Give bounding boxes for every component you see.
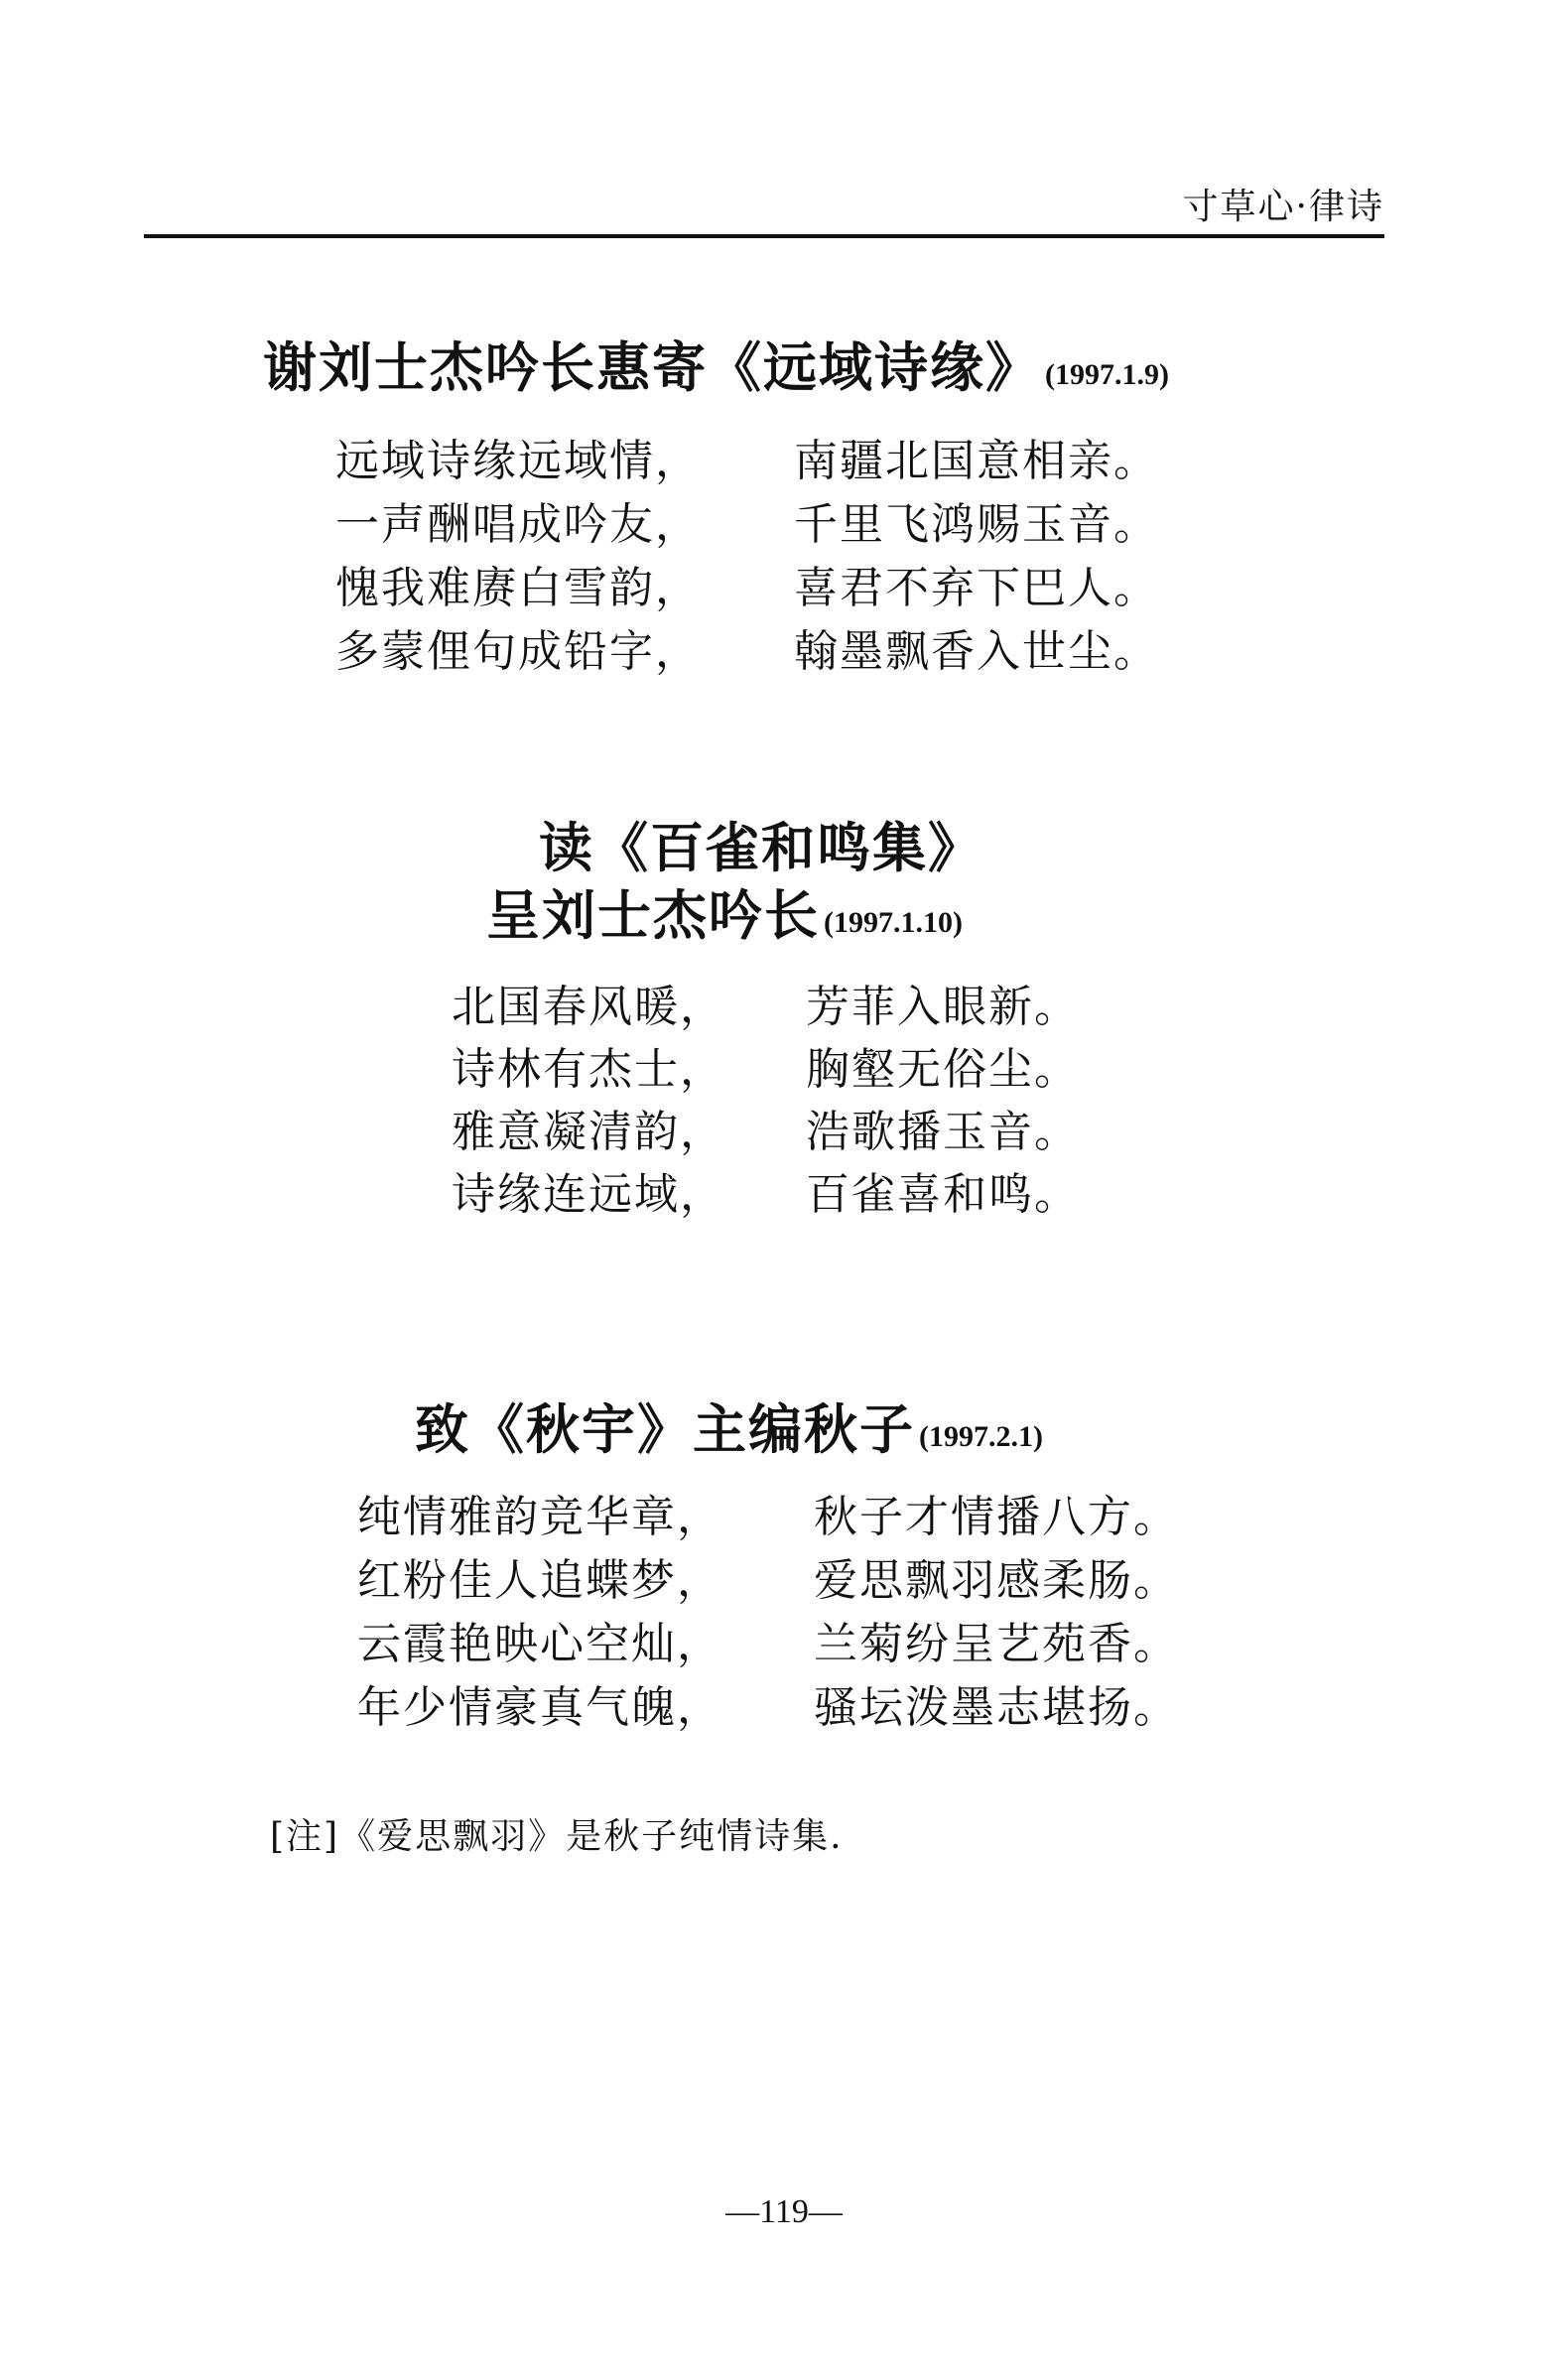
poem-line xyxy=(335,615,1229,679)
first-hemistich: 远域诗缘远域情， xyxy=(335,436,701,486)
first-hemistich: 一声酬唱成吟友， xyxy=(335,499,701,550)
second-hemistich: 芳菲入眼新。 xyxy=(806,982,1080,1032)
poem-line xyxy=(335,425,1229,488)
poem-line xyxy=(357,1671,1250,1735)
second-hemistich: 翰墨飘香入世尘。 xyxy=(794,626,1159,677)
poem-line xyxy=(357,1608,1250,1671)
poem-line xyxy=(335,552,1229,615)
poem-line xyxy=(452,1158,1146,1221)
poem-title-text: 谢刘士杰吟长惠寄《远域诗缘》 xyxy=(263,336,1041,399)
first-hemistich: 云霞艳映心空灿， xyxy=(357,1619,722,1669)
poem-body xyxy=(335,425,1229,679)
second-hemistich: 骚坛泼墨志堪扬。 xyxy=(814,1682,1179,1733)
second-hemistich: 秋子才情播八方。 xyxy=(814,1492,1179,1542)
first-hemistich: 诗林有杰士， xyxy=(452,1044,725,1095)
first-hemistich: 年少情豪真气魄， xyxy=(357,1682,722,1733)
poem-date: (1997.1.9) xyxy=(1045,358,1169,391)
poem-line xyxy=(452,1033,1146,1096)
second-hemistich: 兰菊纷呈艺苑香。 xyxy=(814,1619,1179,1669)
poem-body xyxy=(357,1481,1250,1735)
poem-title-text: 致《秋宇》主编秋子 xyxy=(415,1398,915,1461)
second-hemistich: 喜君不弃下巴人。 xyxy=(794,563,1159,613)
second-hemistich: 百雀喜和鸣。 xyxy=(806,1169,1080,1220)
running-title: 寸草心·律诗 xyxy=(1182,187,1384,227)
poem-subtitle xyxy=(486,873,963,950)
poem-title-text: 读《百雀和鸣集》 xyxy=(539,817,983,879)
header-rule xyxy=(144,234,1384,238)
second-hemistich: 胸壑无俗尘。 xyxy=(806,1044,1080,1095)
first-hemistich: 纯情雅韵竞华章， xyxy=(357,1492,722,1542)
poem-line xyxy=(452,971,1146,1033)
poem-line xyxy=(335,488,1229,552)
page-number: —119— xyxy=(725,2193,843,2230)
second-hemistich: 千里飞鸿赐玉音。 xyxy=(794,499,1159,550)
poem-subtitle-text: 呈刘士杰吟长 xyxy=(486,884,820,947)
second-hemistich: 爱思飘羽感柔肠。 xyxy=(814,1555,1179,1606)
footnote: [注]《爱思飘羽》是秋子纯情诗集. xyxy=(270,1816,844,1857)
first-hemistich: 多蒙俚句成铅字， xyxy=(335,626,701,677)
first-hemistich: 愧我难赓白雪韵， xyxy=(335,563,701,613)
poem-line xyxy=(357,1544,1250,1608)
second-hemistich: 浩歌播玉音。 xyxy=(806,1107,1080,1157)
poem-title xyxy=(539,806,983,882)
poem-body xyxy=(452,971,1146,1221)
poem-line xyxy=(357,1481,1250,1544)
first-hemistich: 红粉佳人追蝶梦， xyxy=(357,1555,722,1606)
poem-date: (1997.1.10) xyxy=(824,906,963,939)
first-hemistich: 诗缘连远域， xyxy=(452,1169,725,1220)
poem-title xyxy=(263,326,1169,402)
poem-date: (1997.2.1) xyxy=(919,1420,1043,1453)
second-hemistich: 南疆北国意相亲。 xyxy=(794,436,1159,486)
page-header xyxy=(144,167,1384,238)
poem-line xyxy=(452,1096,1146,1158)
first-hemistich: 北国春风暖， xyxy=(452,982,725,1032)
poem-title xyxy=(415,1388,1043,1464)
first-hemistich: 雅意凝清韵， xyxy=(452,1107,725,1157)
